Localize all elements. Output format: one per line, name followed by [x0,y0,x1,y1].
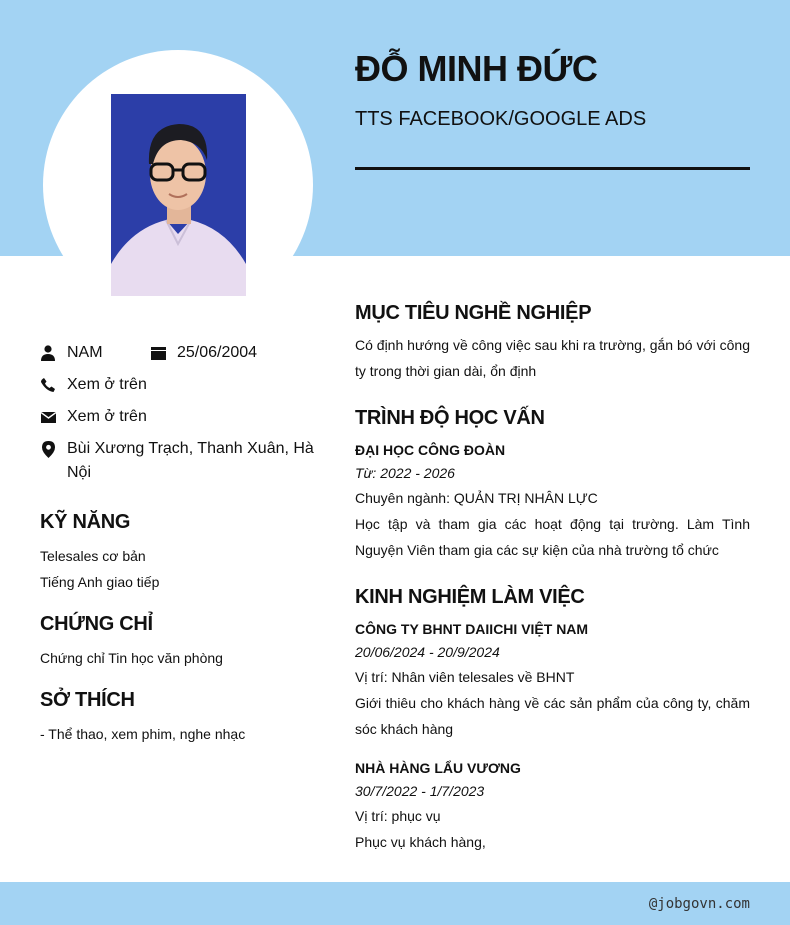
phone-value: Xem ở trên [67,376,147,393]
email-icon [40,405,56,429]
school-name: ĐẠI HỌC CÔNG ĐOÀN [355,442,506,458]
email-value: Xem ở trên [67,408,147,425]
hobbies-title: SỞ THÍCH [40,689,135,711]
phone-icon [40,373,56,397]
location-icon [40,437,56,461]
gender-row [40,341,103,365]
job-period: 20/06/2024 - 20/9/2024 [355,644,500,660]
job-position: Vị trí: phục vụ [355,808,441,824]
education-period: Từ: 2022 - 2026 [355,465,455,481]
education-description: Học tập và tham gia các hoạt động tại trường. Làm Tình Nguyện Viên tham gia các sự kiện của nhà trường tổ chức [355,516,750,558]
objective-text: Có định hướng về công việc sau khi ra trường, gắn bó với công ty trong thời gian dài, ổn định [355,337,750,379]
person-icon [40,341,56,365]
footer-band [0,882,790,925]
skills-title: KỸ NĂNG [40,511,131,533]
company-name: NHÀ HÀNG LẨU VƯƠNG [355,760,521,776]
footer-watermark: @jobgovn.com [648,896,750,912]
skill-item: Telesales cơ bản [40,548,146,564]
candidate-name: ĐỖ MINH ĐỨC [355,48,598,89]
objective-title: MỤC TIÊU NGHỀ NGHIỆP [355,302,592,324]
education-major: Chuyên ngành: QUẢN TRỊ NHÂN LỰC [355,490,598,506]
hobby-item: - Thể thao, xem phim, nghe nhạc [40,726,246,742]
profile-photo [111,94,246,296]
company-name: CÔNG TY BHNT DAIICHI VIỆT NAM [355,621,589,637]
job-period: 30/7/2022 - 1/7/2023 [355,783,485,799]
job-description: Phục vụ khách hàng, [355,834,486,850]
certificates-title: CHỨNG CHỈ [40,613,153,635]
certificate-item: Chứng chỉ Tin học văn phòng [40,650,223,666]
job-description: Giới thiêu cho khách hàng về các sản phẩm của công ty, chăm sóc khách hàng [355,695,750,737]
education-title: TRÌNH ĐỘ HỌC VẤN [355,407,545,429]
address-row [40,437,325,485]
job-position: Vị trí: Nhân viên telesales về BHNT [355,669,575,685]
phone-row [40,373,147,397]
title-divider [355,167,750,170]
address-value: Bùi Xương Trạch, Thanh Xuân, Hà Nội [67,440,314,481]
experience-title: KINH NGHIỆM LÀM VIỆC [355,586,585,608]
email-row [40,405,147,429]
calendar-icon [150,341,166,365]
birthdate-row [150,341,257,365]
gender-value: NAM [67,344,103,361]
job-title: TTS FACEBOOK/GOOGLE ADS [355,108,647,130]
skill-item: Tiếng Anh giao tiếp [40,574,160,590]
birthdate-value: 25/06/2004 [177,344,258,361]
